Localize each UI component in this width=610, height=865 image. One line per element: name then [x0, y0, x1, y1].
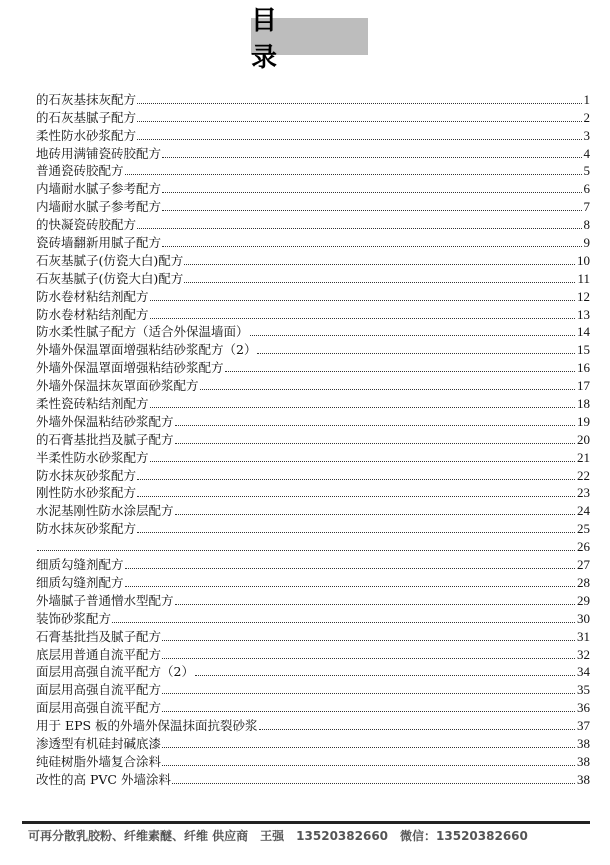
- toc-entry-page: 24: [577, 503, 590, 519]
- toc-entry-title: 外墙外保温罩面增强粘结砂浆配方: [36, 360, 224, 376]
- toc-leader-dots: [175, 513, 575, 515]
- toc-entry-title: 内墙耐水腻子参考配方: [36, 199, 162, 215]
- toc-leader-dots: [162, 764, 575, 766]
- toc-leader-dots: [162, 746, 575, 748]
- toc-leader-dots: [162, 191, 581, 193]
- toc-entry[interactable]: [36, 518, 590, 536]
- toc-leader-dots: [225, 370, 575, 372]
- toc-entry-page: 10: [577, 252, 590, 268]
- toc-entry-title: 内墙耐水腻子参考配方: [36, 181, 162, 197]
- toc-leader-dots: [125, 567, 575, 569]
- toc-leader-dots: [150, 299, 575, 301]
- toc-entry[interactable]: [36, 411, 590, 429]
- toc-entry-title: 外墙外保温罩面增强粘结砂浆配方（2）: [36, 342, 257, 358]
- toc-entry[interactable]: [36, 268, 590, 286]
- toc-leader-dots: [137, 478, 575, 480]
- toc-entry-title: 石灰基腻子(仿瓷大白)配方: [36, 252, 184, 268]
- toc-entry-title: 柔性瓷砖粘结剂配方: [36, 396, 149, 412]
- toc-entry[interactable]: [36, 286, 590, 304]
- toc-entry-page: 5: [583, 163, 590, 179]
- toc-entry-page: 29: [577, 592, 590, 608]
- toc-entry[interactable]: [36, 393, 590, 411]
- toc-leader-dots: [184, 263, 575, 265]
- toc-entry-page: 32: [577, 646, 590, 662]
- toc-leader-dots: [137, 120, 581, 122]
- toc-entry-title: 细质勾缝剂配方: [36, 557, 124, 573]
- toc-entry-title: 外墙外保温抹灰罩面砂浆配方: [36, 378, 199, 394]
- toc-entry-page: 38: [577, 753, 590, 769]
- toc-entry-title: 防水柔性腻子配方（适合外保温墙面）: [36, 324, 249, 340]
- toc-entry[interactable]: [36, 715, 590, 733]
- toc-entry-title: 的石灰基腻子配方: [36, 109, 137, 125]
- toc-entry-page: 13: [577, 306, 590, 322]
- toc-entry[interactable]: [36, 214, 590, 232]
- toc-leader-dots: [162, 209, 581, 211]
- toc-entry[interactable]: [36, 178, 590, 196]
- toc-leader-dots: [162, 692, 575, 694]
- toc-entry-page: 7: [583, 199, 590, 215]
- toc-entry-title: 装饰砂浆配方: [36, 610, 112, 626]
- toc-leader-dots: [257, 352, 575, 354]
- toc-entry-title: 防水抹灰砂浆配方: [36, 521, 137, 537]
- toc-entry[interactable]: [36, 733, 590, 751]
- toc-leader-dots: [137, 495, 575, 497]
- toc-leader-dots: [137, 138, 581, 140]
- toc-leader-dots: [162, 639, 575, 641]
- toc-entry-page: 36: [577, 700, 590, 716]
- toc-entry[interactable]: [36, 554, 590, 572]
- toc-entry-title: 地砖用满铺瓷砖胶配方: [36, 145, 162, 161]
- toc-entry-page: 26: [577, 539, 590, 555]
- toc-entry[interactable]: [36, 590, 590, 608]
- toc-entry-title: 外墙外保温粘结砂浆配方: [36, 413, 174, 429]
- toc-entry-page: 23: [577, 485, 590, 501]
- toc-entry-title: 的石灰基抹灰配方: [36, 91, 137, 107]
- table-of-contents: [36, 89, 590, 787]
- toc-entry[interactable]: [36, 89, 590, 107]
- toc-entry[interactable]: [36, 662, 590, 680]
- toc-leader-dots: [137, 102, 581, 104]
- page-title: 目 录: [251, 5, 372, 73]
- toc-entry[interactable]: [36, 769, 590, 787]
- toc-entry-page: 38: [577, 735, 590, 751]
- toc-leader-dots: [162, 156, 581, 158]
- toc-entry-page: 38: [577, 771, 590, 787]
- toc-leader-dots: [175, 442, 575, 444]
- toc-entry[interactable]: [36, 536, 590, 554]
- toc-entry-page: 2: [583, 109, 590, 125]
- toc-entry-page: 16: [577, 360, 590, 376]
- toc-entry-page: 21: [577, 449, 590, 465]
- toc-leader-dots: [162, 245, 581, 247]
- toc-leader-dots: [137, 531, 575, 533]
- toc-entry[interactable]: [36, 465, 590, 483]
- toc-entry-page: 31: [577, 628, 590, 644]
- footer-divider: [22, 821, 590, 824]
- toc-entry-title: 石膏基批挡及腻子配方: [36, 628, 162, 644]
- toc-entry[interactable]: [36, 429, 590, 447]
- toc-entry-title: 防水卷材粘结剂配方: [36, 288, 149, 304]
- toc-leader-dots: [162, 657, 575, 659]
- toc-entry[interactable]: [36, 304, 590, 322]
- toc-entry-page: 30: [577, 610, 590, 626]
- toc-leader-dots: [250, 334, 575, 336]
- toc-entry-title: 纯硅树脂外墙复合涂料: [36, 753, 162, 769]
- toc-entry-title: 改性的高 PVC 外墙涂料: [36, 771, 171, 787]
- toc-entry-page: 6: [583, 181, 590, 197]
- toc-entry-page: 9: [583, 235, 590, 251]
- toc-entry[interactable]: [36, 626, 590, 644]
- toc-leader-dots: [259, 728, 575, 730]
- toc-leader-dots: [150, 406, 575, 408]
- page-title-box: [251, 5, 372, 73]
- toc-entry[interactable]: [36, 357, 590, 375]
- toc-entry-page: 4: [583, 145, 590, 161]
- toc-entry[interactable]: [36, 500, 590, 518]
- toc-entry-page: 35: [577, 682, 590, 698]
- toc-entry-page: 11: [577, 270, 590, 286]
- toc-entry-page: 3: [583, 127, 590, 143]
- toc-entry-title: 防水抹灰砂浆配方: [36, 467, 137, 483]
- toc-entry-page: 14: [577, 324, 590, 340]
- toc-entry-page: 19: [577, 413, 590, 429]
- toc-leader-dots: [175, 424, 575, 426]
- toc-leader-dots: [125, 173, 582, 175]
- toc-leader-dots: [125, 585, 575, 587]
- toc-entry-title: 渗透型有机硅封碱底漆: [36, 735, 162, 751]
- toc-entry[interactable]: [36, 697, 590, 715]
- toc-entry[interactable]: [36, 608, 590, 626]
- toc-leader-dots: [137, 227, 581, 229]
- toc-entry-page: 25: [577, 521, 590, 537]
- toc-leader-dots: [162, 710, 575, 712]
- toc-entry-title: 的石膏基批挡及腻子配方: [36, 431, 174, 447]
- toc-entry-title: 普通瓷砖胶配方: [36, 163, 124, 179]
- toc-leader-dots: [184, 281, 575, 283]
- toc-entry-title: 刚性防水砂浆配方: [36, 485, 137, 501]
- toc-entry[interactable]: [36, 322, 590, 340]
- toc-entry-page: 27: [577, 557, 590, 573]
- toc-entry[interactable]: [36, 143, 590, 161]
- toc-entry[interactable]: [36, 572, 590, 590]
- toc-entry-page: 17: [577, 378, 590, 394]
- toc-leader-dots: [150, 460, 575, 462]
- toc-entry-title: 面层用高强自流平配方（2）: [36, 664, 194, 680]
- toc-entry-title: 面层用高强自流平配方: [36, 700, 162, 716]
- footer-contact: 可再分散乳胶粉、纤维素醚、纤维 供应商 王强 13520382660 微信：13520382660: [28, 829, 528, 843]
- toc-leader-dots: [175, 603, 575, 605]
- toc-entry-title: 细质勾缝剂配方: [36, 574, 124, 590]
- toc-entry[interactable]: [36, 375, 590, 393]
- toc-entry-page: 34: [577, 664, 590, 680]
- toc-entry[interactable]: [36, 232, 590, 250]
- toc-entry[interactable]: [36, 107, 590, 125]
- toc-leader-dots: [172, 782, 575, 784]
- toc-entry-title: 面层用高强自流平配方: [36, 682, 162, 698]
- toc-entry[interactable]: [36, 447, 590, 465]
- toc-entry-page: 28: [577, 574, 590, 590]
- toc-entry-title: 水泥基刚性防水涂层配方: [36, 503, 174, 519]
- toc-entry-title: 石灰基腻子(仿瓷大白)配方: [36, 270, 184, 286]
- toc-entry-title: 用于 EPS 板的外墙外保温抹面抗裂砂浆: [36, 718, 258, 734]
- toc-entry-page: 20: [577, 431, 590, 447]
- toc-entry[interactable]: [36, 196, 590, 214]
- toc-entry[interactable]: [36, 125, 590, 143]
- toc-entry[interactable]: [36, 483, 590, 501]
- toc-leader-dots: [150, 317, 575, 319]
- toc-leader-dots: [112, 621, 575, 623]
- toc-entry-title: 瓷砖墙翻新用腻子配方: [36, 235, 162, 251]
- toc-leader-dots: [37, 549, 575, 551]
- toc-entry-title: 柔性防水砂浆配方: [36, 127, 137, 143]
- toc-entry-page: 37: [577, 718, 590, 734]
- toc-entry-page: 15: [577, 342, 590, 358]
- toc-entry-title: 的快凝瓷砖胶配方: [36, 217, 137, 233]
- toc-entry-page: 22: [577, 467, 590, 483]
- toc-entry[interactable]: [36, 679, 590, 697]
- toc-entry-title: 外墙腻子普通憎水型配方: [36, 592, 174, 608]
- toc-entry-title: 底层用普通自流平配方: [36, 646, 162, 662]
- toc-entry[interactable]: [36, 250, 590, 268]
- toc-entry-page: 12: [577, 288, 590, 304]
- toc-entry-page: 1: [583, 91, 590, 107]
- toc-entry[interactable]: [36, 751, 590, 769]
- toc-entry[interactable]: [36, 161, 590, 179]
- toc-entry-title: 半柔性防水砂浆配方: [36, 449, 149, 465]
- toc-entry-page: 8: [583, 217, 590, 233]
- toc-entry[interactable]: [36, 644, 590, 662]
- toc-entry-page: 18: [577, 396, 590, 412]
- toc-leader-dots: [195, 674, 575, 676]
- toc-entry[interactable]: [36, 339, 590, 357]
- toc-entry-title: 防水卷材粘结剂配方: [36, 306, 149, 322]
- toc-leader-dots: [200, 388, 575, 390]
